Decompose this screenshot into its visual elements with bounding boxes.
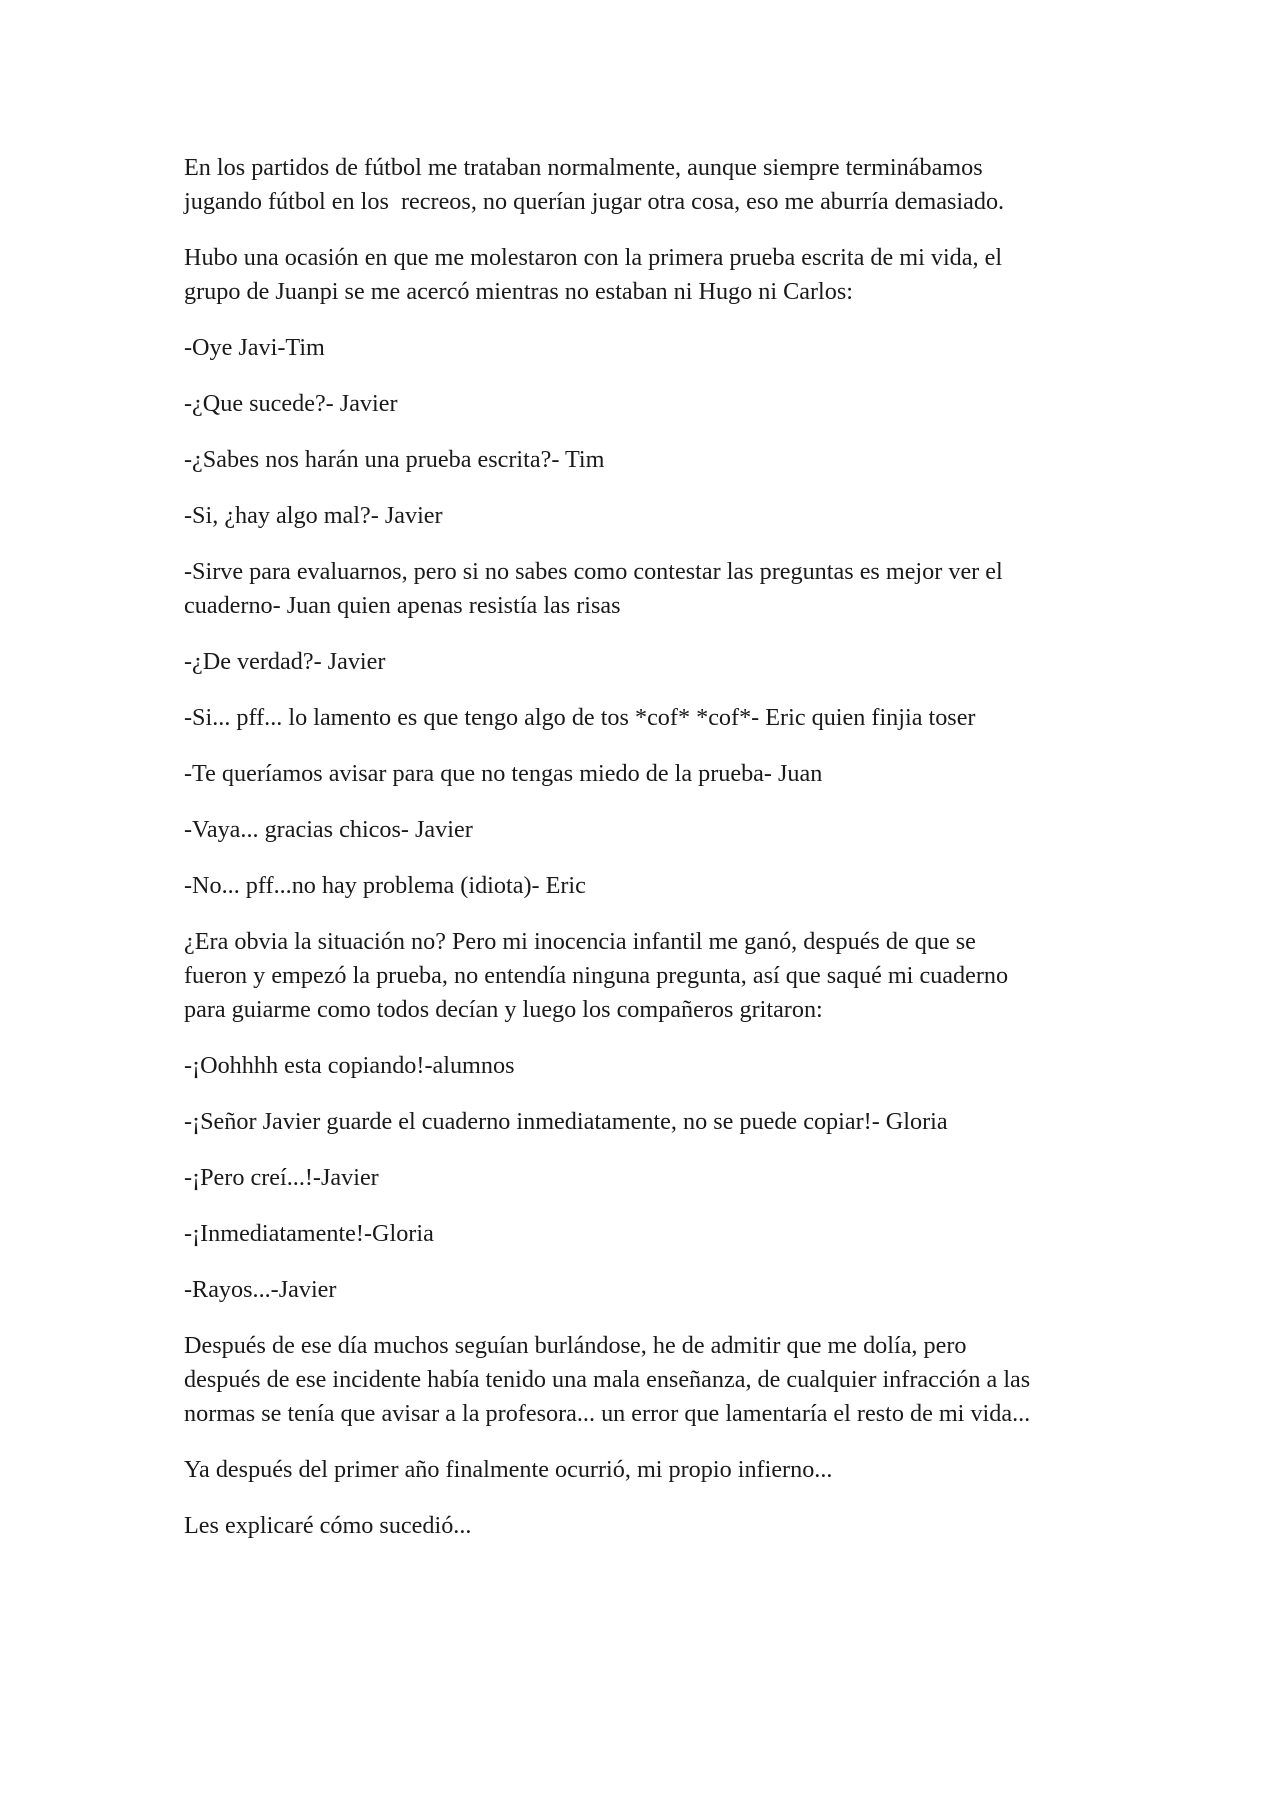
dialogue-line-13: -¡Pero creí...!-Javier <box>184 1164 379 1191</box>
dialogue-line-3: -¿Sabes nos harán una prueba escrita?- Tim <box>184 446 605 473</box>
document-body <box>184 151 1104 1565</box>
dialogue-line-12: -¡Señor Javier guarde el cuaderno inmediatamente, no se puede copiar!- Gloria <box>184 1108 948 1135</box>
dialogue-line-15: -Rayos...-Javier <box>184 1276 337 1303</box>
dialogue-line-5: -Sirve para evaluarnos, pero si no sabes como contestar las preguntas es mejor ver el cuaderno- Juan quien apenas resistía las risas <box>184 558 1003 619</box>
dialogue-line-9: -Vaya... gracias chicos- Javier <box>184 816 473 843</box>
paragraph-6: Les explicaré cómo sucedió... <box>184 1512 472 1539</box>
dialogue-line-6: -¿De verdad?- Javier <box>184 648 386 675</box>
dialogue-line-4: -Si, ¿hay algo mal?- Javier <box>184 502 443 529</box>
dialogue-line-7: -Si... pff... lo lamento es que tengo algo de tos *cof* *cof*- Eric quien finjia toser <box>184 704 976 731</box>
dialogue-line-14: -¡Inmediatamente!-Gloria <box>184 1220 434 1247</box>
paragraph-1: En los partidos de fútbol me trataban normalmente, aunque siempre terminábamos jugando fútbol en los recreos, no querían jugar otra cosa, eso me aburría demasiado. <box>184 154 1005 215</box>
dialogue-line-8: -Te queríamos avisar para que no tengas miedo de la prueba- Juan <box>184 760 823 787</box>
paragraph-2: Hubo una ocasión en que me molestaron con la primera prueba escrita de mi vida, el grupo de Juanpi se me acercó mientras no estaban ni Hugo ni Carlos: <box>184 244 1003 305</box>
dialogue-line-2: -¿Que sucede?- Javier <box>184 390 398 417</box>
dialogue-line-10: -No... pff...no hay problema (idiota)- Eric <box>184 872 586 899</box>
paragraph-4: Después de ese día muchos seguían burlándose, he de admitir que me dolía, pero después de ese incidente había tenido una mala enseñanza, de cualquier infracción a las normas se tenía que avisar a la profesora... un error que lamentaría el resto de mi vida... <box>184 1332 1031 1427</box>
dialogue-line-11: -¡Oohhhh esta copiando!-alumnos <box>184 1052 515 1079</box>
dialogue-line-1: -Oye Javi-Tim <box>184 334 325 361</box>
paragraph-5: Ya después del primer año finalmente ocurrió, mi propio infierno... <box>184 1456 833 1483</box>
paragraph-3: ¿Era obvia la situación no? Pero mi inocencia infantil me ganó, después de que se fueron y empezó la prueba, no entendía ninguna pregunta, así que saqué mi cuaderno para guiarme como todos decían y luego los compañeros gritaron: <box>184 928 1009 1023</box>
